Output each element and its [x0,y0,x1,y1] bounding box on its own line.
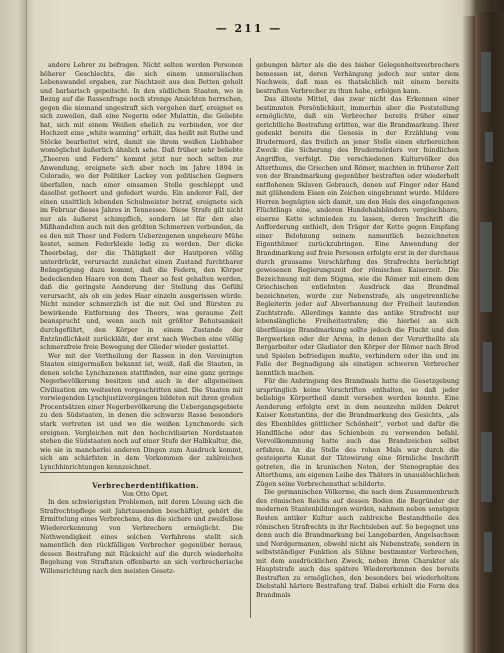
article-byline: Von Otto Opet. [122,490,169,498]
right-page-edge [463,16,475,653]
left-paragraph-2: Wer mit der Vertheilung der Rassen in den Vereinigten Staaten einigermaßen bekannt ist, weiß, daß die Staaten, in denen solche Lynchszenen stattfinden, nur eine ganz geringe Negerbevölkerung besitzen und auch in der allgemeinen Civilisation am weitesten vorgeschritten sind. Die Staaten mit vorwiegenden Lynchjustizvorgängen bildeten mit ihren großen Procentsätzen einer Negerbevölkerung die Uebergangsgebiete zu den Südstaaten, in denen die schwarze Rasse besonders stark vertreten ist und wo die weißen Lynchmorde sich ereignen. Vergleichen mit den hochcivilisirten Nordstaaten stehen die Südstaaten noch auf einer Stufe der Halbkultur, die, wie sie in mancherlei anderen Dingen zum Ausdruck kommt, sich am schärfsten in dem Vorkommen der zahlreichen Lynchhinrichtungen kennzeichnet. [40,352,243,471]
left-paragraph-1: andere Lehrer zu befragen. Nicht selten werden Personen höherer Geschlechts, die sich einem unmoralischen Lebenswandel ergaben, zur Nachtzeit aus den Betten geholt und barbarisch gepeitscht. In den südlichen Staaten, wo in Bezug auf die Rassenfrage noch strenge Ansichten herrschen, gegen die niemand ungestraft sich vergehen darf, ereignet es sich zuweilen, daß eine Negerin oder Mulattin, die Geliebte hat, sich mit einem Weißen ehelich zu verbinden, vor der Hochzeit eine „white wanning“ erhält, das heißt mit Ruthe und Stöcke bearbeitet wird, damit sie ihrem weißen Liebhaber womöglichst äußerlich ähnlich sehe. Daß früher sehr beliebte „Theeren und Federn“ kommt jetzt nur noch selten zur Anwendung, ereignete sich aber noch im Jahre 1894 in Colorado, wo der Politiker Lackey von politischen Gegnern überfallen, nach einer einsamen Stelle geschleppt und daselbst getheert und gefedert wurde. Ein anderer Fall, der einen unsittlich lebenden Schulmeister betraf, ereignete sich im Februar dieses Jahres in Tennessee. Diese Strafe gilt nicht nur als äußerst schimpflich, sondern ist für den also Mißhandelten auch mit den größten Schmerzen verbunden, da es den mit Theer und Federn Ueberzogenen ungeheure Mühe kostet, seinen Federkleide ledig zu werden. Der dicke Theerbelag, der die Thätigkeit der Hautporen völlig unterdrückt, verursacht zunächst einen Zustand furchtbarer Beängstigung dazu kommt, daß die Federn, den Körper bedeckenden Haare von dem Theer so fest gehalten werden, daß die geringste Aenderung der Stellung das Gefühl verursacht, als ob ein jedes Haar einzeln ausgerissen würde. Nicht minder schmerzlich ist die mit Oel und Bürsten zu bewirkende Entfernung des Theers, was geraume Zeit beansprucht und, wenn auch mit größter Behutsamkeit durchgeführt, den Körper in einem Zustande der Entzündlichkeit zurückläßt, der erst nach Wochen eine völlig schmerzfreie freie Bewegung der Glieder wieder gestattet. [40,62,243,352]
section-heading: Verbrecherdentifikation. [40,472,243,491]
right-paragraph-1: gebungen härter als die des bisher Gelegenheitsverbrechers bemessen ist, deren Verhängung jedoch nur unter dem Nachweis, daß man es thatsächlich mit einem bereits bestraften Verbrecher zu thun habe, erfolgen kann. [256,62,459,95]
right-paragraph-2: Das älteste Mittel, das zwar nicht das Erkennen einer bestimmten Persönlichkeit, immerhin aber die Feststellung ermöglichte, daß ein Verbrecher bereits früher einer gerichtliche Bestrafung erlitten, war die Brandmarkung. Ihrer gedenkt bereits die Genesis in der Erzählung vom Brudermord, das freilich an jener Stelle einen ehrbereichen Zweck: die Sicherung des Brudermörders vor feindlichen Angriffen, verfolgt. Die verschiedenen Kulturvölker des Alterthums, die Griechen und Römer, machten in früherer Zeit von der Brandmarkung gegenüber bestraften oder wiederholt entflohenen Sklaven Gebrauch, denen auf Finger oder Hand mit glühendem Eisen ein Zeichen eingebrannt wurde. Mildere Herren begnügten sich damit, um den Hals des eingefangenen Flüchtlings eine, anderen Hundehalsbändern vergleichbare, eiserne Kette schmieden zu lassen, deren Inschrift die Aufforderung enthielt, den Träger der Kette gegen Empfang einer Belohnung seinem namentlich bezeichneten Eigenthümer zurückzubringen. Eine Anwendung der Brandmarkung auf freie Personen erfolgte erst in der durchaus durch grausame Verschärfung des Strafrechts berüchtigt gewesenen Regierungszeit der römischen Kaiserzeit. Die Bezeichnung mit dem Stigma, wie die Römer mit einem dem Griechischen entlehnten Ausdruck das Brandmal bezeichneten, wurde zur Nebenstrafe, als ungetrennliche Begleiterin jeder auf Abverbannung der Freiheit lautenden Zuchtstrafe. Allerdings kannte das antike Strafrecht nur lebenslängliche Freiheitsstrafen; die hierbei an sich überflüssige Brandmarkung sollte jedoch die Flucht und den Bergwerken oder der Arena, in denen der Verurtheilte als Bergarbeiter oder Gladiator den Körper der Römer nach Brod und Spielen befriedigen mußte, verhindern oder ihn und im Falle der Begnadigung als einstigen schweren Verbrecher kenntlich machen. [256,96,459,377]
left-page-edge [0,0,27,653]
book-cover-edge [475,12,504,653]
right-paragraph-3: Für die Anbringung des Brandmals hatte die Gesetzgebung ursprünglich keine Vorschriften enthalten, so daß jeder beliebige Körpertheil damit versehen werden konnte. Eine Aenderung erfolgte erst in dem neunzehn milden Dekret Kaiser Konstantins, der die Brandmarkung des Gesichts, „als des Ebenbildes göttlicher Schönheit“, verbot und dafür die Handfläche oder das Schienbein zu verwenden befahl. Vervollkommnung hatte auch das Brandzeichen selbst erfahren. An die Stelle des rohen Mals war durch die gesteigerte Kunst der Tätowirung eine förmliche Inschrift getreten, die in kranischen Noten, der Stenographie des Alterthums, am eigenen Leibe des Thäters in unauslöschlichen Zügen seine Verbrechensthat schilderte. [256,378,459,488]
book-page [34,14,464,644]
column-divider [250,58,251,618]
left-paragraph-3: In den schwierigsten Problemen, mit deren Lösung sich die Strafrechtspflege seit Jahrtausenden beschäftigt, gehört die Ermittelung eines Verbrechens, das die sichere und zweifellose Wiedererkennung von Verbrechern ermöglicht. Die Nothwendigkeit eines solchen Verfahrens stellt sich namentlich den rückfälligen Verbrecher gegenüber heraus, dessen Bestrafung mit Rücksicht auf die durch wiederholte Begehung von Straftaten offenbarte an sich verbrecherische Willensrichtung nach den meisten Gesetz- [40,499,243,575]
page-number: — 211 — [215,22,283,35]
left-column [40,62,243,622]
right-column [256,62,459,622]
right-paragraph-4: Die germanischen Völkerme, die nach dem Zusammenbruch des römischen Reichs auf dessen Boden die Begründer der modernen Staatenbildungen wurden, nahmen neben sonstigen Resten antiker Kultur auch zahlreiche Bestandtheile des römischen Strafrechts in ihr Rechtsleben auf. So begegnet uns denn auch die Brandmarkung bei Langobarden, Angelsachsen und Nordgermanen, obwohl nicht als Nebenstrafe, sondern in selbstständiger Funktion als Sühne bestimmter Verbrechen, mit dem ausdrücklichen Zweck, neben ihren Charakter als Hauptstrafe auch das spätere Wiedererkennen des bereits Bestraften zu ermöglichen, den besonders bei wiederholtem Diebstahl härtere Bestrafung traf. Dabei erhielt die Form des Brandmals [256,489,459,599]
